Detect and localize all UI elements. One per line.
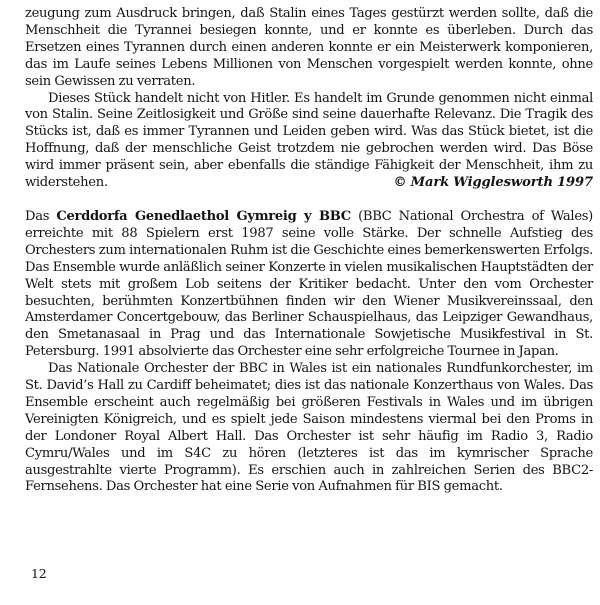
orchestra-name: Cerddorfa Genedlaethol Gymreig y BBC [56, 208, 351, 224]
essay-paragraph-2-text: Dieses Stück handelt nicht von Hitler. Es handelt im Grunde genommen nicht einmal von Stalin. Seine Zeitlosigkeit und Größe sind seine dauerhafte Relevanz. Die Tragik des Stücks ist, daß es immer Tyrannen und Leiden geben wird. Was das Stück bietet, ist die Hoffnung, daß der menschliche Geist trotzdem nie gebrochen werden wird. Das Böse wird immer präsent sein, aber ebenfalls die ständige Fähigkeit der Menschheit, ihm zu widerstehen. [25, 90, 593, 191]
essay-paragraph-2 [25, 91, 593, 192]
orchestra-paragraph-2: Das Nationale Orchester der BBC in Wales ist ein nationales Rundfunkorchester, im St. David’s Hall zu Cardiff beheimatet; dies ist das nationale Konzerthaus von Wales. Das Ensemble erscheint auch regelmäßig bei größeren Festivals in Wales und im übrigen Vereinigten Königreich, und es spielt jede Saison mindestens viermal bei den Proms in der Londoner Royal Albert Hall. Das Orchester ist sehr häufig im Radio 3, Radio Cymru/Wales und im S4C zu hören (letzteres ist das im kymrischer Sprache ausgestrahlte vierte Programm). Es erschien auch in zahlreichen Serien des BBC2-Fernsehens. Das Orchester hat eine Serie von Aufnahmen für BIS gemacht. [25, 361, 593, 495]
author-signature: © Mark Wigglesworth 1997 [393, 175, 593, 191]
page-body [25, 6, 593, 496]
essay-paragraph-1: zeugung zum Ausdruck bringen, daß Stalin eines Tages gestürzt werden sollte, daß die Menschheit die Tyrannei besiegen konnte, und er konnte es überleben. Durch das Ersetzen eines Tyrannen durch einen anderen konnte er ein Meisterwerk komponieren, das im Laufe seines Lebens Millionen von Menschen vorgespielt werden konnte, ohne sein Gewissen zu verraten. [25, 6, 593, 89]
orchestra-paragraph-1-rest: (BBC National Orchestra of Wales) erreichte mit 88 Spielern erst 1987 seine volle Stärke. Der schnelle Aufstieg des Orchesters zum internationalen Ruhm ist die Geschichte eines bemerkenswerten Erfolgs. Das Ensemble wurde anläßlich seiner Konzerte in vielen musikalischen Hauptstädten der Welt stets mit großem Lob seitens der Kritiker bedacht. Unter den vom Orchester besuchten, berühmten Konzertbühnen finden wir den Wiener Musikvereinssaal, den Amsterdamer Concertgebouw, das Berliner Schauspielhaus, das Leipziger Gewandhaus, den Smetanasaal in Prag und das Internationale Sowjetische Musikfestival in St. Petersburg. 1991 absolvierte das Orchester eine sehr erfolgreiche Tournee in Japan. [25, 208, 593, 360]
section-gap [25, 192, 593, 209]
page-number: 12 [31, 566, 47, 581]
orchestra-paragraph-1 [25, 209, 593, 361]
orchestra-paragraph-1-lead: Das [25, 208, 57, 224]
